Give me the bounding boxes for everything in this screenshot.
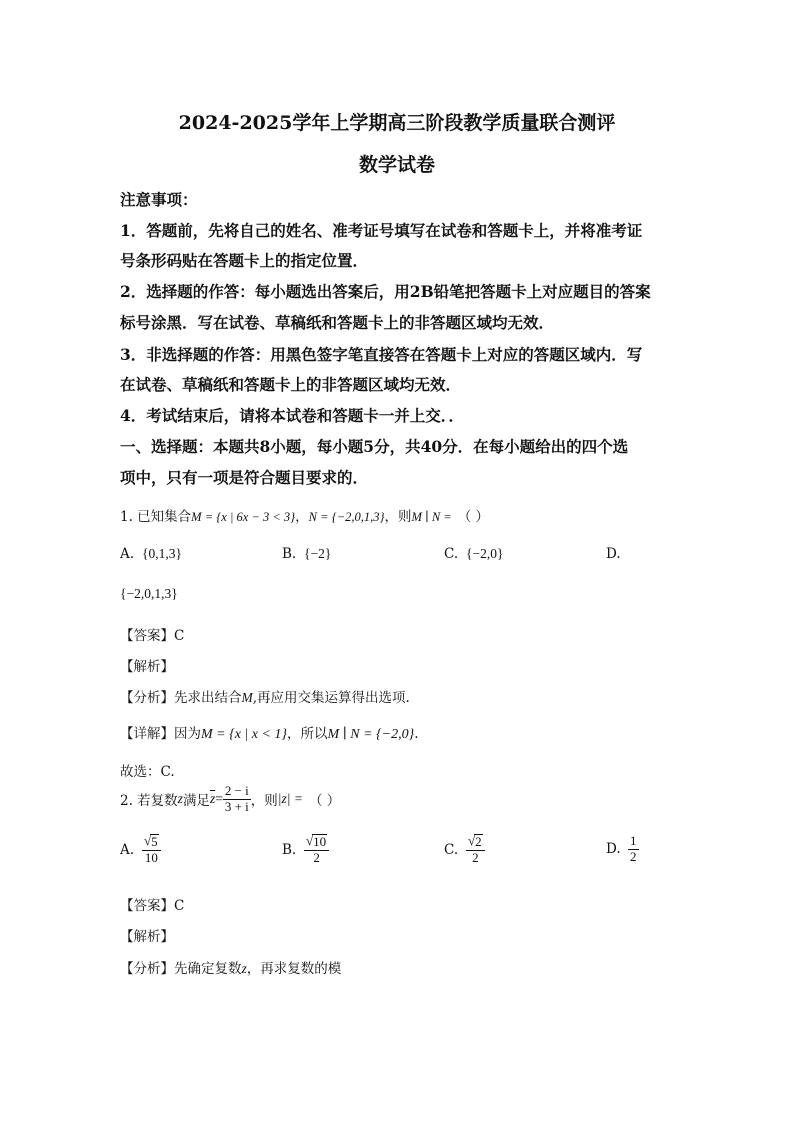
q2-option-b-denominator: 2 <box>313 849 320 865</box>
q1-option-a-value: {0,1,3} <box>142 546 182 561</box>
q1-blank: （ ） <box>457 509 490 525</box>
note-1-line-1: 1．答题前，先将自己的姓名、准考证号填写在试卷和答题卡上，并将准考证 <box>120 221 643 240</box>
q2-option-b-sqrt: √ 10 <box>306 833 327 849</box>
q1-xiangjie-expr-2: M ∣ N = {−2,0} <box>327 727 415 742</box>
exam-title: 2024-2025学年上学期高三阶段教学质量联合测评 <box>178 112 616 134</box>
q1-fenxi-var: M <box>241 690 253 705</box>
q2-option-c-denominator: 2 <box>472 849 479 865</box>
q2-option-a-fraction <box>142 834 161 866</box>
q1-option-b <box>282 546 331 562</box>
note-2-line-2: 标号涂黑．写在试卷、草稿纸和答题卡上的非答题区域均无效． <box>120 313 555 332</box>
q1-set-m: M = {x | 6x − 3 < 3} <box>191 510 296 524</box>
q2-option-a-denominator: 10 <box>144 849 158 865</box>
q2-fenxi <box>120 957 341 977</box>
q1-option-d-label: D. <box>606 546 621 562</box>
note-1-line-2: 号条形码贴在答题卡上的指定位置． <box>120 251 369 270</box>
q1-option-b-label: B. <box>282 546 297 562</box>
q1-expr: M ∣ N = <box>411 510 452 524</box>
q2-analysis-heading: 【解析】 <box>120 929 174 945</box>
q2-option-d-fraction <box>628 834 639 865</box>
q2-option-b <box>282 834 329 866</box>
q1-option-c-label: C. <box>444 546 459 562</box>
q2-blank: （ ） <box>308 793 341 810</box>
q1-option-c <box>444 546 503 562</box>
q2-option-b-label: B. <box>282 841 297 858</box>
q2-option-b-fraction <box>304 834 329 866</box>
q2-option-c-radicand: 2 <box>475 834 482 849</box>
q2-option-d-label: D. <box>606 841 621 858</box>
q1-option-b-value: {−2} <box>304 546 332 561</box>
q2-satisfy: 满足 <box>182 793 210 810</box>
note-3-line-2: 在试卷、草稿纸和答题卡上的非答题区域均无效． <box>120 375 462 394</box>
question-1-stem <box>120 505 489 525</box>
q1-xiangjie-expr-1: M = {x | x < 1} <box>201 727 288 742</box>
q1-xiangjie-mid: ，所以 <box>287 726 328 742</box>
note-4-line-1: 4．考试结束后，请将本试卷和答题卡一并上交．． <box>120 406 465 425</box>
q2-option-a-radicand: 5 <box>151 834 158 849</box>
q2-option-d-denominator: 2 <box>630 848 637 864</box>
q1-answer: 【答案】C <box>120 628 185 644</box>
q2-prefix: 2. 若复数 <box>120 793 178 810</box>
q2-option-a-sqrt: √ 5 <box>144 833 158 849</box>
q2-fenxi-tail: ，再求复数的模 <box>246 961 342 977</box>
q2-fenxi-var: z <box>241 961 247 976</box>
q2-option-d <box>606 834 639 865</box>
q1-xiangjie <box>120 722 419 743</box>
section-1-line-2: 项中，只有一项是符合题目要求的． <box>120 468 369 487</box>
q2-fraction-denominator: 3 + i <box>224 798 249 814</box>
q2-then: ，则 <box>250 793 278 810</box>
q2-option-c <box>444 834 485 866</box>
note-2-line-1: 2．选择题的作答：每小题选出答案后，用2B铅笔把答题卡上对应题目的答案 <box>120 282 651 301</box>
notes-heading: 注意事项： <box>120 190 198 209</box>
q1-xiangjie-end: . <box>414 726 419 742</box>
q1-fenxi <box>120 686 410 706</box>
q2-option-d-numerator: 1 <box>630 833 637 848</box>
q2-option-a-label: A. <box>120 841 135 858</box>
q2-zbar: $\overline{z}$ <box>209 791 216 807</box>
q1-prefix: 1. 已知集合 <box>120 509 192 525</box>
q2-abs-z: |z| = <box>277 791 303 807</box>
question-2-stem <box>120 784 340 815</box>
q1-analysis-heading: 【解析】 <box>120 659 174 675</box>
q2-var: z <box>177 791 183 807</box>
q1-option-a <box>120 546 182 562</box>
q1-fenxi-tail: ,再应用交集运算得出选项. <box>252 690 410 706</box>
q1-conclusion: 故选：C. <box>120 764 175 780</box>
q1-option-a-label: A. <box>120 546 135 562</box>
q1-option-d-value: {−2,0,1,3} <box>120 586 178 601</box>
q1-xiangjie-text: 【详解】因为 <box>120 726 201 742</box>
section-1-line-1: 一、选择题：本题共8小题，每小题5分，共40分．在每小题给出的四个选 <box>120 437 629 456</box>
q2-option-c-label: C. <box>444 841 459 858</box>
q2-option-c-fraction <box>466 834 485 866</box>
q2-option-c-sqrt: √ 2 <box>468 833 482 849</box>
q1-then: ，则 <box>384 509 412 525</box>
q2-option-b-radicand: 10 <box>313 834 327 849</box>
q1-option-c-value: {−2,0} <box>466 546 504 561</box>
q1-sep: ， <box>295 509 309 525</box>
q2-eq: = <box>215 791 223 807</box>
q2-answer: 【答案】C <box>120 898 185 914</box>
q1-fenxi-text: 【分析】先求出结合 <box>120 690 242 706</box>
q2-fenxi-text: 【分析】先确定复数 <box>120 961 242 977</box>
note-3-line-1: 3．非选择题的作答：用黑色签字笔直接答在答题卡上对应的答题区域内．写 <box>120 345 643 364</box>
q2-fraction-numerator: 2 − i <box>224 783 249 798</box>
q2-fraction <box>223 784 251 815</box>
q2-option-a <box>120 834 161 866</box>
exam-subtitle: 数学试卷 <box>358 154 435 176</box>
q1-set-n: N = {−2,0,1,3} <box>308 510 385 524</box>
